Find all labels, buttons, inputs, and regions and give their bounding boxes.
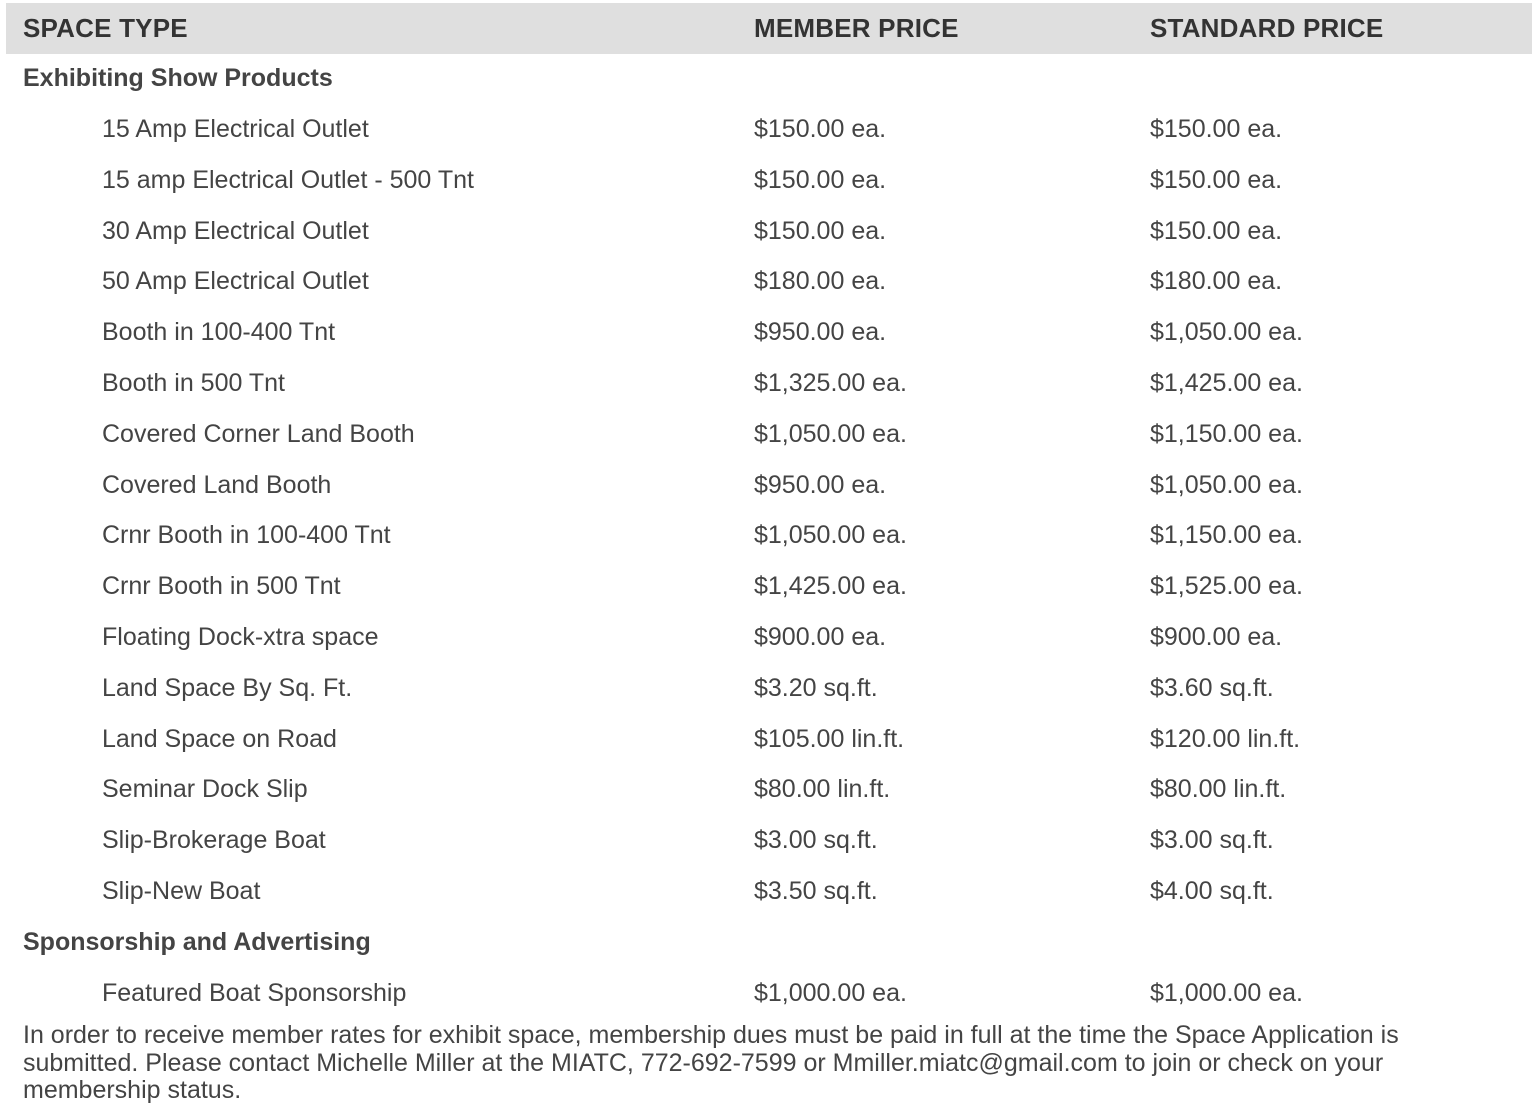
table-row (6, 867, 1532, 918)
row-member-price: $150.00 ea. (754, 216, 887, 245)
row-member-price: $950.00 ea. (754, 318, 887, 347)
row-space-type: Slip-Brokerage Boat (102, 826, 326, 855)
row-member-price: $105.00 lin.ft. (754, 724, 905, 753)
row-member-price: $1,050.00 ea. (754, 521, 907, 550)
row-standard-price: $1,050.00 ea. (1150, 470, 1303, 499)
table-row (6, 257, 1532, 308)
group-heading (6, 54, 1532, 105)
table-row (6, 664, 1532, 715)
row-standard-price: $1,150.00 ea. (1150, 419, 1303, 448)
row-standard-price: $1,150.00 ea. (1150, 521, 1303, 550)
row-space-type: Floating Dock-xtra space (102, 622, 379, 651)
table-row (6, 207, 1532, 258)
table-row (6, 613, 1532, 664)
price-table (6, 3, 1532, 1020)
row-standard-price: $150.00 ea. (1150, 165, 1283, 194)
table-row (6, 156, 1532, 207)
membership-note: In order to receive member rates for exhibit space, membership dues must be paid in full at the time the Space Application is submitted. Please contact Michelle Miller at the MIATC, 772-692-7599 or Mmiller.miatc@gmail.com to join or check on your membership status. (23, 1021, 1399, 1104)
row-member-price: $150.00 ea. (754, 165, 887, 194)
row-space-type: Booth in 100-400 Tnt (102, 318, 336, 347)
group-heading (6, 918, 1532, 969)
row-standard-price: $150.00 ea. (1150, 115, 1283, 143)
row-standard-price: $1,000.00 ea. (1150, 978, 1303, 1007)
row-standard-price: $1,425.00 ea. (1150, 368, 1303, 397)
row-member-price: $80.00 lin.ft. (754, 775, 891, 804)
row-space-type: Covered Land Booth (102, 470, 332, 499)
row-space-type: 50 Amp Electrical Outlet (102, 267, 369, 296)
row-space-type: Land Space on Road (102, 724, 337, 753)
row-member-price: $3.20 sq.ft. (754, 673, 878, 702)
table-row (6, 308, 1532, 359)
row-member-price: $950.00 ea. (754, 470, 887, 499)
group-title: Exhibiting Show Products (23, 64, 333, 92)
header-space-type: SPACE TYPE (23, 13, 188, 43)
row-member-price: $1,000.00 ea. (754, 978, 907, 1007)
table-row (6, 511, 1532, 562)
row-space-type: Land Space By Sq. Ft. (102, 673, 353, 702)
row-standard-price: $3.60 sq.ft. (1150, 673, 1274, 702)
group-title: Sponsorship and Advertising (23, 927, 371, 956)
row-member-price: $1,425.00 ea. (754, 572, 907, 601)
row-standard-price: $80.00 lin.ft. (1150, 775, 1287, 804)
row-member-price: $3.00 sq.ft. (754, 826, 878, 855)
row-member-price: $180.00 ea. (754, 267, 887, 296)
table-row (6, 359, 1532, 410)
row-space-type: Seminar Dock Slip (102, 775, 308, 804)
row-member-price: $900.00 ea. (754, 622, 887, 651)
row-space-type: Covered Corner Land Booth (102, 419, 415, 448)
row-space-type: Booth in 500 Tnt (102, 368, 286, 397)
row-space-type: Slip-New Boat (102, 876, 261, 905)
row-space-type: Crnr Booth in 100-400 Tnt (102, 521, 391, 550)
row-member-price: $3.50 sq.ft. (754, 876, 878, 905)
table-header (6, 3, 1532, 54)
row-member-price: $1,325.00 ea. (754, 368, 907, 397)
table-row (6, 461, 1532, 512)
row-standard-price: $180.00 ea. (1150, 267, 1283, 296)
table-row (6, 816, 1532, 867)
table-row (6, 410, 1532, 461)
row-space-type: Featured Boat Sponsorship (102, 978, 407, 1007)
row-space-type: 15 Amp Electrical Outlet (102, 115, 369, 143)
table-row (6, 715, 1532, 766)
table-row (6, 562, 1532, 613)
table-row (6, 969, 1532, 1020)
row-member-price: $150.00 ea. (754, 115, 887, 143)
row-member-price: $1,050.00 ea. (754, 419, 907, 448)
row-standard-price: $150.00 ea. (1150, 216, 1283, 245)
header-member-price: MEMBER PRICE (754, 13, 959, 43)
row-space-type: 15 amp Electrical Outlet - 500 Tnt (102, 165, 474, 194)
row-space-type: 30 Amp Electrical Outlet (102, 216, 369, 245)
row-standard-price: $120.00 lin.ft. (1150, 724, 1301, 753)
row-standard-price: $4.00 sq.ft. (1150, 876, 1274, 905)
row-standard-price: $1,050.00 ea. (1150, 318, 1303, 347)
table-row (6, 765, 1532, 816)
row-standard-price: $1,525.00 ea. (1150, 572, 1303, 601)
table-row (6, 105, 1532, 156)
row-standard-price: $900.00 ea. (1150, 622, 1283, 651)
header-standard-price: STANDARD PRICE (1150, 13, 1384, 43)
row-standard-price: $3.00 sq.ft. (1150, 826, 1274, 855)
row-space-type: Crnr Booth in 500 Tnt (102, 572, 341, 601)
